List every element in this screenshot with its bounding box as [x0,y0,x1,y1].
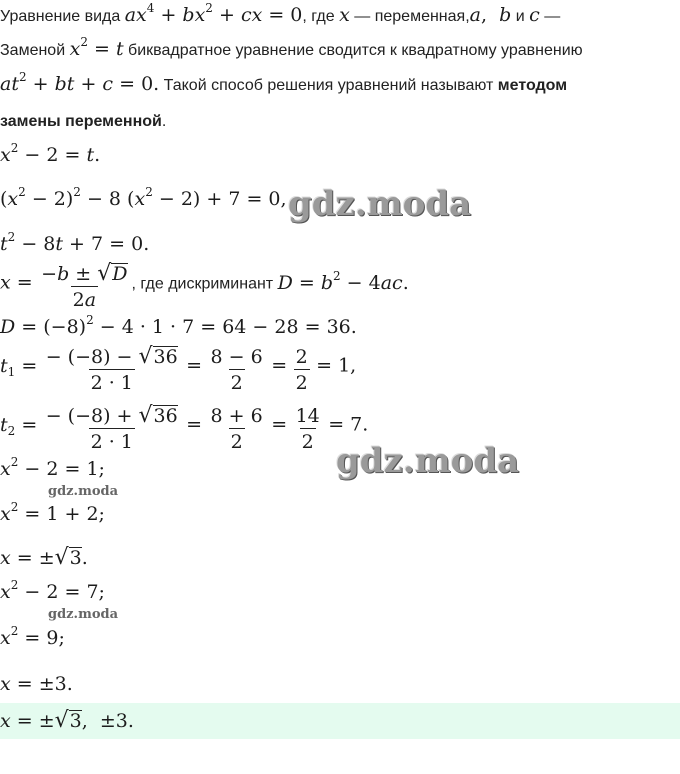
answer: x = ±√3, ±3. [0,708,134,733]
intro-text: Заменой [0,42,66,59]
intro-text: Такой способ решения уравнений называют [163,77,494,94]
intro-text: — переменная, [354,8,470,25]
watermark-logo: gdz.moda [288,184,472,224]
step-case2-root: x = ±3. [0,673,73,695]
discriminant-label: , где дискриминант [131,275,274,293]
math-expression: $ax^4 + bx^2$ + cx = 0 [124,1,303,26]
watermark-small: gdz.moda [48,607,119,622]
step-case2-sum: $x^2 = 9$; [0,624,65,649]
intro-text: , где [302,8,335,25]
step-case1-root: x = ±√3. [0,545,88,570]
step-t2: $t_2$ = $\frac{- (-8) + √36}{2 \cdot 1}$ = $\frac{8 + 6}{2}$ = $\frac{14}{2}$ = 7. [0,403,369,449]
math-variable: x [339,4,350,26]
step-t1: $t_1$ = $\frac{- (-8) - √36}{2 \cdot 1}$ = $\frac{8 - 6}{2}$ = $\frac{2}{2}$ = 1, [0,344,357,390]
math-variable: a, b [469,4,512,26]
intro-line-1 [0,1,561,26]
step-discriminant: $D = (-8)^2 - 4 \cdot 1 \cdot 7 = 64 - 28 = 36$. [0,313,357,338]
intro-text: — [544,8,561,25]
step-substitution: $x^2 - 2 = t$. [0,141,101,166]
intro-bold: методом [497,77,568,94]
math-expression: $D = b^2 - 4ac$. [277,268,409,294]
intro-bold: замены переменной [0,113,162,130]
intro-text: . [161,113,167,130]
math-expression: $at^2$ + bt + c = 0. [0,70,160,95]
intro-line-3 [0,70,568,95]
math-variable: c [529,4,540,26]
intro-text: Уравнение вида [0,8,121,25]
intro-line-4 [0,113,166,131]
fraction: $\frac{-b \pm √D}{2a}$ [41,261,128,307]
math-expression: $x^2 = t$ [69,35,124,60]
watermark-small: gdz.moda [48,484,119,499]
step-root-formula: x = $\frac{-b \pm √D}{2a}$ , где дискриминант $D = b^2 - 4ac$. [0,261,409,307]
step-equation: $(x^2 - 2)^2 - 8$ $(x^2 - 2) + 7 = 0$, [0,185,287,210]
watermark-logo: gdz.moda [336,441,520,481]
step-case2-eq: $x^2 - 2 = 7$; [0,578,105,603]
intro-text: и [515,8,525,25]
intro-line-2 [0,35,583,60]
step-case1-sum: $x^2 = 1 + 2$; [0,500,105,525]
intro-text: биквадратное уравнение сводится к квадратному уравнению [128,42,583,59]
step-quadratic: $t^2 - 8t + 7 = 0$. [0,230,150,255]
step-case1-eq: $x^2 - 2 = 1$; [0,455,105,480]
